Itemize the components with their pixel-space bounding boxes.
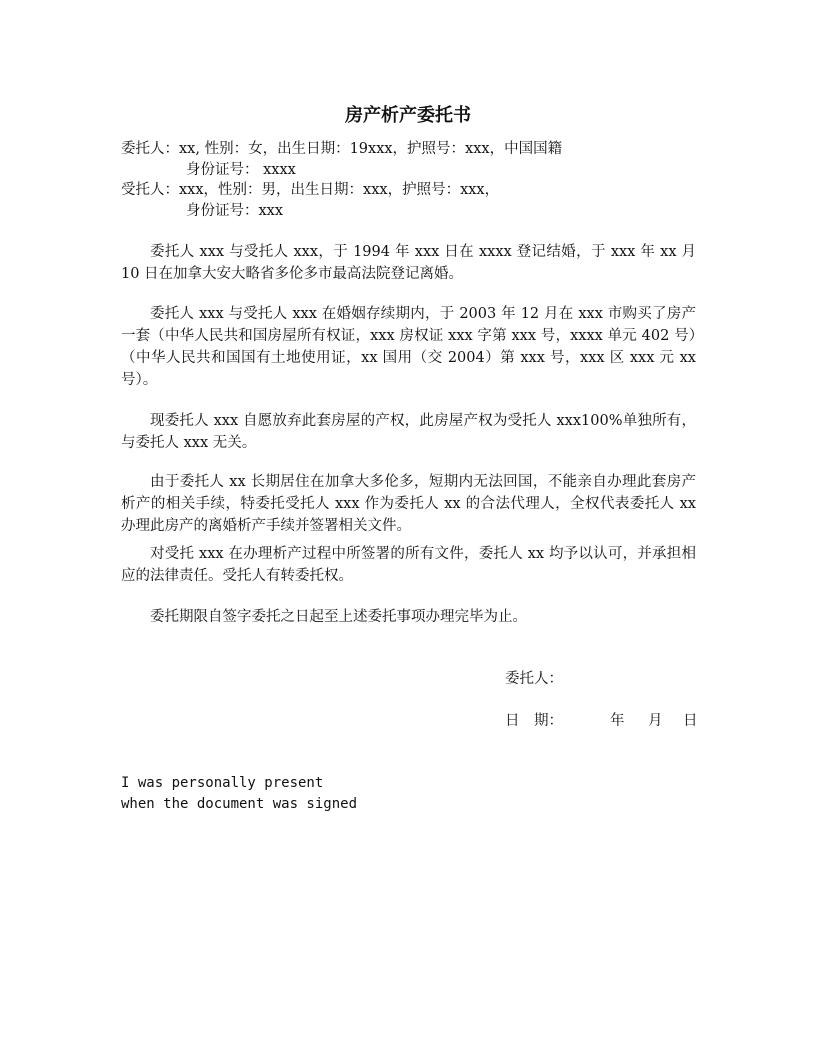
date-day-label: 日 bbox=[683, 713, 698, 729]
witness-note-line2: when the document was signed bbox=[121, 796, 358, 812]
witness-note bbox=[121, 773, 357, 815]
date-year-label: 年 bbox=[610, 713, 625, 729]
principal-info-line: 委托人：xx, 性别：女，出生日期：19xxx，护照号：xxx，中国国籍 bbox=[121, 141, 563, 157]
signature-date-row bbox=[505, 711, 697, 731]
date-label: 日 期： bbox=[505, 713, 563, 729]
document-title: 房产析产委托书 bbox=[345, 105, 471, 126]
paragraph-recognition: 对受托 xxx 在办理析产过程中所签署的所有文件，委托人 xx 均予以认可，并承担相应的法律责任。受托人有转委托权。 bbox=[121, 546, 696, 584]
agent-info-line: 受托人：xxx，性别：男，出生日期：xxx，护照号：xxx， bbox=[121, 182, 500, 198]
date-month-label: 月 bbox=[648, 713, 663, 729]
witness-note-line1: I was personally present bbox=[121, 775, 324, 791]
signature-principal-label: 委托人： bbox=[505, 671, 563, 687]
paragraph-term: 委托期限自签字委托之日起至上述委托事项办理完毕为止。 bbox=[150, 609, 527, 625]
paragraph-authorization: 由于委托人 xx 长期居住在加拿大多伦多，短期内无法回国，不能亲自办理此套房产析产的相关手续，特委托受托人 xxx 作为委托人 xx 的合法代理人，全权代表委托人 xx 办理此房产的离婚析产手续并签署相关文件。 bbox=[121, 474, 696, 534]
principal-id-line: 身份证号： xxxx bbox=[186, 162, 296, 178]
agent-id-line: 身份证号：xxx bbox=[186, 203, 284, 219]
paragraph-waiver: 现委托人 xxx 自愿放弃此套房屋的产权，此房屋产权为受托人 xxx100%单独所有，与委托人 xxx 无关。 bbox=[121, 413, 696, 451]
paragraph-marriage: 委托人 xxx 与受托人 xxx，于 1994 年 xxx 日在 xxxx 登记结婚，于 xxx 年 xx 月 10 日在加拿大安大略省多伦多市最高法院登记离婚。 bbox=[121, 244, 696, 282]
paragraph-property: 委托人 xxx 与受托人 xxx 在婚姻存续期内，于 2003 年 12 月在 xxx 市购买了房产一套（中华人民共和国房屋所有权证，xxx 房权证 xxx 字第 xxx 号，xxxx 单元 402 号）（中华人民共和国国有土地使用证，xx 国用（交 2004）第 xxx 号，xxx 区 xxx 元 xx 号）。 bbox=[121, 306, 696, 388]
